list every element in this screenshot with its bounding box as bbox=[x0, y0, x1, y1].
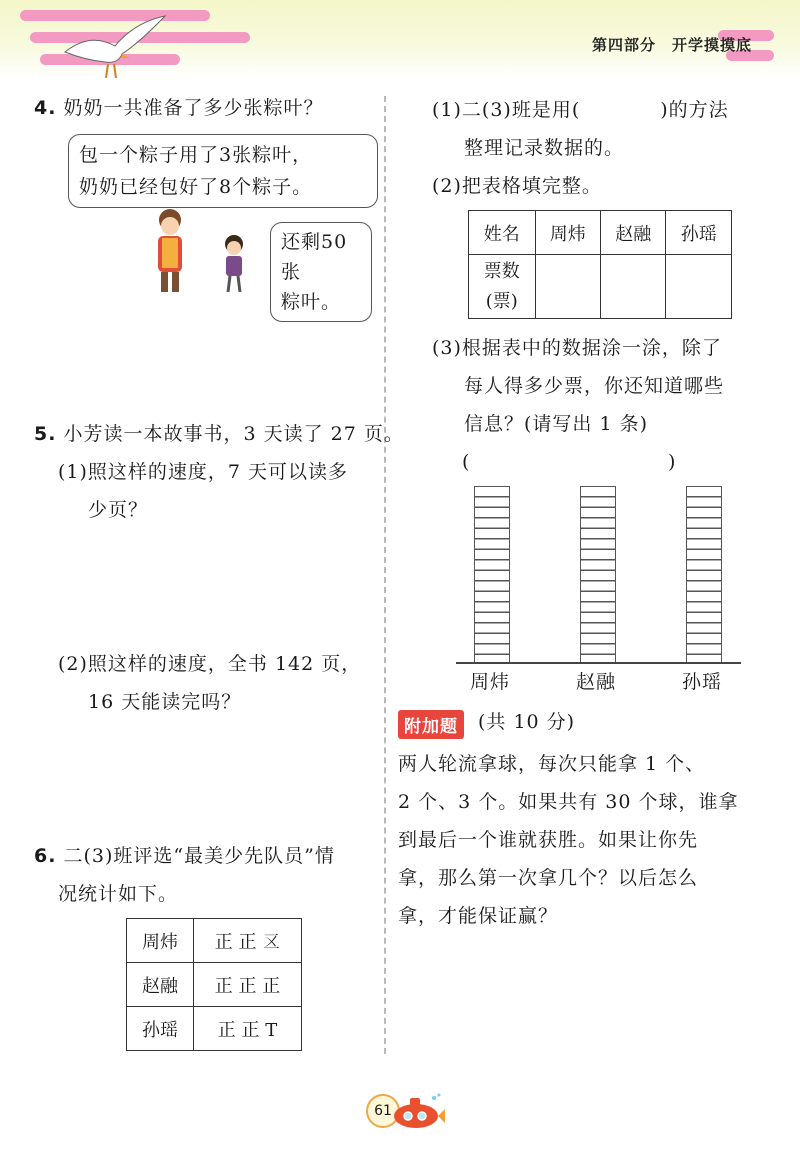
bubble-line: 粽叶。 bbox=[281, 291, 342, 313]
bar-column-zhouwei[interactable] bbox=[474, 486, 510, 663]
row-label-line: 票数 bbox=[483, 260, 520, 282]
bar-column-sunyao[interactable] bbox=[686, 486, 722, 663]
question-text: 二(3)班评选“最美少先队员”情 bbox=[63, 845, 335, 867]
bonus-tag: 附加题 bbox=[398, 710, 464, 739]
bonus-line: 两人轮流拿球，每次只能拿 1 个、 bbox=[398, 753, 706, 775]
tally-table bbox=[126, 918, 302, 1051]
q6-part3-line: 信息？(请写出 1 条) bbox=[464, 413, 648, 435]
table-header-cell: 孙瑶 bbox=[666, 211, 732, 255]
bonus-line: 2 个、3 个。如果共有 30 个球，谁拿 bbox=[398, 791, 739, 813]
tally-name: 周炜 bbox=[127, 919, 194, 963]
tally-name: 孙瑶 bbox=[127, 1007, 194, 1051]
bonus-line: 拿，才能保证赢？ bbox=[398, 905, 559, 927]
bonus-line: 拿，那么第一次拿几个？以后怎么 bbox=[398, 867, 699, 889]
question-text: 小芳读一本故事书，3 天读了 27 页。 bbox=[63, 423, 404, 445]
vote-table bbox=[468, 210, 732, 319]
bonus-points: (共 10 分) bbox=[478, 711, 576, 733]
question-5 bbox=[34, 422, 404, 446]
question-text: 奶奶一共准备了多少张粽叶？ bbox=[63, 97, 324, 119]
vote-cell-sunyao[interactable] bbox=[666, 255, 732, 319]
table-header-cell: 周炜 bbox=[535, 211, 600, 255]
answer-bracket-close: ) bbox=[668, 451, 677, 473]
q5-part2-line: 16 天能读完吗？ bbox=[88, 691, 242, 713]
bubble-line: 还剩50张 bbox=[281, 231, 348, 283]
question-text: 况统计如下。 bbox=[58, 883, 179, 905]
bar-label: 孙瑶 bbox=[682, 671, 723, 693]
vote-cell-zhouwei[interactable] bbox=[535, 255, 600, 319]
page-header bbox=[0, 0, 800, 78]
q6-part2-text: (2)把表格填完整。 bbox=[432, 175, 602, 197]
row-label-line: (票) bbox=[485, 290, 518, 312]
question-number: 4. bbox=[34, 97, 57, 119]
tally-name: 赵融 bbox=[127, 963, 194, 1007]
bar-column-zhaorong[interactable] bbox=[580, 486, 616, 663]
bar-axis bbox=[456, 662, 741, 664]
question-4 bbox=[34, 96, 324, 120]
bubble-line: 包一个粽子用了3张粽叶， bbox=[79, 144, 313, 166]
table-row-label bbox=[469, 255, 536, 319]
table-header-cell: 姓名 bbox=[469, 211, 536, 255]
vote-cell-zhaorong[interactable] bbox=[601, 255, 666, 319]
seagull-icon bbox=[60, 12, 170, 82]
grandma-and-girl-illustration bbox=[148, 208, 258, 298]
table-row bbox=[469, 255, 732, 319]
q5-part2-line: (2)照这样的速度，全书 142 页， bbox=[58, 653, 362, 675]
bubble-line: 奶奶已经包好了8个粽子。 bbox=[79, 176, 313, 198]
q6-part1-line: (1)二(3)班是用( )的方法 bbox=[432, 99, 729, 121]
bar-label: 赵融 bbox=[576, 671, 617, 693]
bonus-line: 到最后一个谁就获胜。如果让你先 bbox=[398, 829, 699, 851]
answer-blank[interactable] bbox=[478, 448, 668, 474]
section-title: 第四部分 开学摸摸底 bbox=[591, 36, 752, 54]
question-number: 5. bbox=[34, 423, 57, 445]
tally-marks: 正 正 正 bbox=[194, 963, 302, 1007]
q6-part3-line: (3)根据表中的数据涂一涂，除了 bbox=[432, 337, 722, 359]
table-row bbox=[469, 211, 732, 255]
tally-marks: 正 正 T bbox=[194, 1007, 302, 1051]
q6-part3-line: 每人得多少票，你还知道哪些 bbox=[464, 375, 725, 397]
table-row bbox=[127, 919, 302, 963]
speech-bubble-girl bbox=[270, 222, 372, 322]
question-number: 6. bbox=[34, 845, 57, 867]
submarine-icon bbox=[390, 1092, 446, 1132]
q5-part1-line: 少页？ bbox=[88, 499, 149, 521]
question-6 bbox=[34, 844, 335, 868]
tally-marks: 正 正 𠄡 bbox=[194, 919, 302, 963]
page-number: 61 bbox=[366, 1094, 400, 1128]
table-row bbox=[127, 963, 302, 1007]
q5-part1-line: (1)照这样的速度，7 天可以读多 bbox=[58, 461, 349, 483]
bar-label: 周炜 bbox=[470, 671, 511, 693]
column-divider bbox=[384, 96, 386, 1054]
table-row bbox=[127, 1007, 302, 1051]
speech-bubble-grandma bbox=[68, 134, 378, 208]
answer-bracket-open: ( bbox=[462, 451, 471, 473]
table-header-cell: 赵融 bbox=[601, 211, 666, 255]
q6-part1-line: 整理记录数据的。 bbox=[464, 137, 625, 159]
